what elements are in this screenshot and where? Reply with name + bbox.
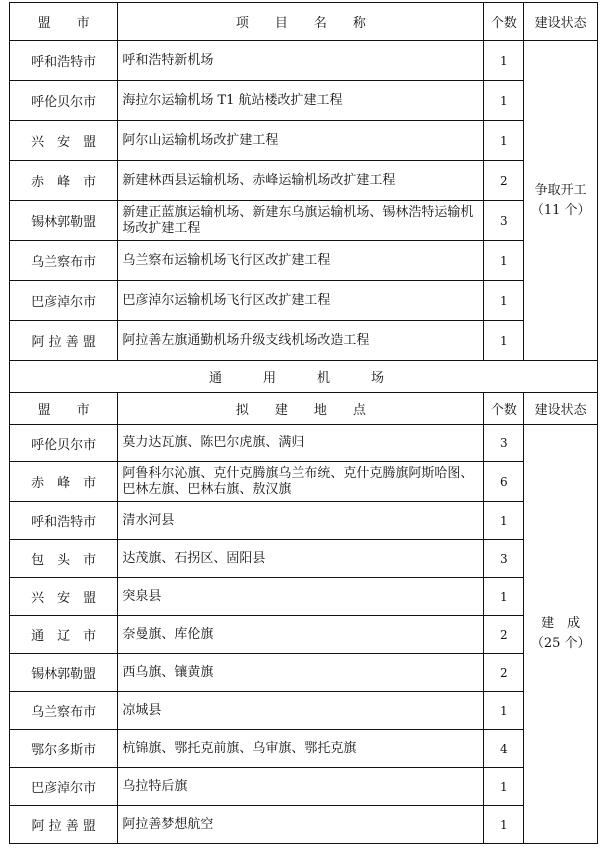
location-cell: 阿拉善梦想航空 — [118, 806, 484, 844]
count-cell: 2 — [484, 616, 524, 654]
table-row — [10, 462, 598, 502]
region-cell: 赤 峰 市 — [10, 161, 118, 201]
table-row — [10, 201, 598, 241]
count-cell: 1 — [484, 502, 524, 540]
table1-header-row — [10, 3, 598, 41]
table-row — [10, 321, 598, 361]
project-name-cell: 新建正蓝旗运输机场、新建东乌旗运输机场、锡林浩特运输机场改扩建工程 — [118, 201, 484, 241]
section-row — [10, 361, 598, 393]
table1-header-status: 建设状态 — [524, 3, 598, 41]
table-row — [10, 806, 598, 844]
table-row — [10, 730, 598, 768]
location-cell: 凉城县 — [118, 692, 484, 730]
project-name-cell: 阿拉善左旗通勤机场升级支线机场改造工程 — [118, 321, 484, 361]
count-cell: 3 — [484, 201, 524, 241]
region-cell: 巴彦淖尔市 — [10, 281, 118, 321]
location-cell: 达茂旗、石拐区、固阳县 — [118, 540, 484, 578]
count-cell: 1 — [484, 81, 524, 121]
table2-header-region: 盟 市 — [10, 393, 118, 425]
table-row — [10, 121, 598, 161]
table2-status-label: 建 成 — [541, 616, 581, 631]
count-cell: 1 — [484, 241, 524, 281]
count-cell: 1 — [484, 578, 524, 616]
count-cell: 1 — [484, 806, 524, 844]
table-row — [10, 692, 598, 730]
table2-status-cell — [524, 425, 598, 844]
location-cell: 乌拉特后旗 — [118, 768, 484, 806]
count-cell: 2 — [484, 161, 524, 201]
count-cell: 1 — [484, 41, 524, 81]
project-name-cell: 巴彦淖尔运输机场飞行区改扩建工程 — [118, 281, 484, 321]
region-cell: 包 头 市 — [10, 540, 118, 578]
region-cell: 鄂尔多斯市 — [10, 730, 118, 768]
table-row — [10, 41, 598, 81]
airport-plan-document — [9, 2, 598, 844]
count-cell: 1 — [484, 768, 524, 806]
table-row — [10, 616, 598, 654]
location-cell: 西乌旗、镶黄旗 — [118, 654, 484, 692]
region-cell: 兴 安 盟 — [10, 121, 118, 161]
table-row — [10, 161, 598, 201]
project-name-cell: 呼和浩特新机场 — [118, 41, 484, 81]
table-row — [10, 241, 598, 281]
project-name-cell: 海拉尔运输机场 T1 航站楼改扩建工程 — [118, 81, 484, 121]
location-cell: 莫力达瓦旗、陈巴尔虎旗、满归 — [118, 425, 484, 462]
region-cell: 呼伦贝尔市 — [10, 81, 118, 121]
location-cell: 杭锦旗、鄂托克前旗、乌审旗、鄂托克旗 — [118, 730, 484, 768]
count-cell: 1 — [484, 692, 524, 730]
location-cell: 清水河县 — [118, 502, 484, 540]
table-row — [10, 281, 598, 321]
airport-table — [9, 2, 598, 844]
region-cell: 巴彦淖尔市 — [10, 768, 118, 806]
region-cell: 阿 拉 善 盟 — [10, 806, 118, 844]
table-row — [10, 578, 598, 616]
count-cell: 1 — [484, 281, 524, 321]
location-cell: 奈曼旗、库伦旗 — [118, 616, 484, 654]
table1-status-count: （11 个） — [530, 202, 591, 218]
table-row — [10, 540, 598, 578]
region-cell: 通 辽 市 — [10, 616, 118, 654]
table1-header-count: 个数 — [484, 3, 524, 41]
table1-header-region: 盟 市 — [10, 3, 118, 41]
table2-header-row — [10, 393, 598, 425]
table-row — [10, 81, 598, 121]
count-cell: 6 — [484, 462, 524, 502]
table2-header-name: 拟 建 地 点 — [118, 393, 484, 425]
region-cell: 阿 拉 善 盟 — [10, 321, 118, 361]
region-cell: 呼和浩特市 — [10, 502, 118, 540]
location-cell: 突泉县 — [118, 578, 484, 616]
table-row — [10, 502, 598, 540]
project-name-cell: 乌兰察布运输机场飞行区改扩建工程 — [118, 241, 484, 281]
count-cell: 3 — [484, 425, 524, 462]
count-cell: 3 — [484, 540, 524, 578]
table1-header-name: 项 目 名 称 — [118, 3, 484, 41]
region-cell: 乌兰察布市 — [10, 692, 118, 730]
table-row — [10, 425, 598, 462]
count-cell: 1 — [484, 321, 524, 361]
region-cell: 呼和浩特市 — [10, 41, 118, 81]
location-cell: 阿鲁科尔沁旗、克什克腾旗乌兰布统、克什克腾旗阿斯哈图、巴林左旗、巴林右旗、敖汉旗 — [118, 462, 484, 502]
table2-header-status: 建设状态 — [524, 393, 598, 425]
table1-status-label: 争取开工 — [534, 182, 587, 198]
region-cell: 兴 安 盟 — [10, 578, 118, 616]
region-cell: 锡林郭勒盟 — [10, 201, 118, 241]
count-cell: 2 — [484, 654, 524, 692]
table1-status-cell — [524, 41, 598, 361]
table-row — [10, 654, 598, 692]
region-cell: 乌兰察布市 — [10, 241, 118, 281]
region-cell: 呼伦贝尔市 — [10, 425, 118, 462]
table2-status-count: （25 个） — [530, 636, 591, 651]
project-name-cell: 新建林西县运输机场、赤峰运输机场改扩建工程 — [118, 161, 484, 201]
region-cell: 赤 峰 市 — [10, 462, 118, 502]
section-title: 通 用 机 场 — [10, 361, 598, 393]
count-cell: 4 — [484, 730, 524, 768]
count-cell: 1 — [484, 121, 524, 161]
project-name-cell: 阿尔山运输机场改扩建工程 — [118, 121, 484, 161]
table2-header-count: 个数 — [484, 393, 524, 425]
region-cell: 锡林郭勒盟 — [10, 654, 118, 692]
table-row — [10, 768, 598, 806]
